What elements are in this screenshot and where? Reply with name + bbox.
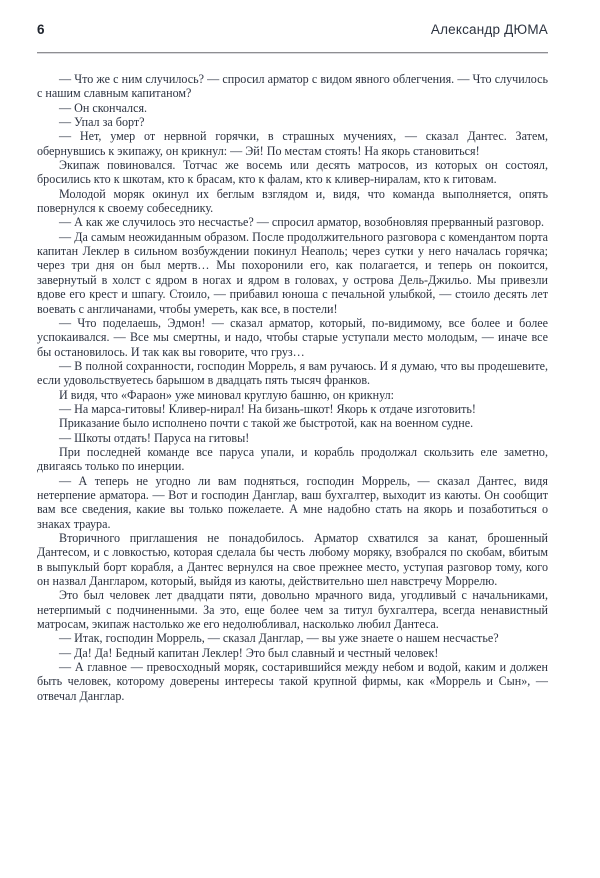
paragraph: — Что поделаешь, Эдмон! — сказал арматор, который, по-видимому, все более и более успокаивался. — Все мы смертны, и надо, чтобы старые уступали место молодым, — иначе все бы остановилось. И так как вы говорите, что груз… [37,315,548,359]
paragraph: — А как же случилось это несчастье? — спросил арматор, возобновляя прерванный разговор. [59,215,545,230]
page-number: 6 [37,22,45,37]
paragraph: Молодой моряк окинул их беглым взглядом и, видя, что команда выполняется, опять повернулся к своему собеседнику. [37,186,548,216]
paragraph: Вторичного приглашения не понадобилось. Арматор схватился за канат, брошенный Дантесом, и с ловкостью, которая сделала бы честь любому моряку, взобрался по скобам, вбитым в выпуклый борт корабля, а Дантес вернулся на свое прежнее место, уступая разговор тому, кого он назвал Дангларом, который, выйдя из каюты, действительно шел навстречу Моррелю. [37,531,548,589]
paragraph: — Да самым неожиданным образом. После продолжительного разговора с комендантом порта капитан Леклер в сильном возбуждении покинул Неаполь; через сутки у него началась горячка; через три дня он был мертв… Мы похоронили его, как полагается, и теперь он покоится, завернутый в холст с ядром в ногах и ядром в головах, у острова Дель-Джильо. Мы привезли вдове его крест и шпагу. Стоило, — прибавил юноша с печальной улыбкой, — стоило десять лет воевать с англичанами, чтобы умереть, как все, в постели! [37,229,548,316]
paragraph: Приказание было исполнено почти с такой же быстротой, как на военном судне. [59,416,474,431]
body-text [37,72,548,703]
paragraph: — Нет, умер от нервной горячки, в страшных мучениях, — сказал Дантес. Затем, обернувшись к экипажу, он крикнул: — Эй! По местам стоять! На якорь становиться! [37,129,548,158]
paragraph: — Итак, господин Моррель, — сказал Данглар, — вы уже знаете о нашем несчастье? [59,631,499,646]
paragraph: — Шкоты отдать! Паруса на гитовы! [59,430,250,445]
paragraph: — Упал за борт? [59,115,145,130]
running-head [37,22,548,42]
header-divider [37,52,548,54]
paragraph: — А главное — превосходный моряк, состарившийся между небом и водой, каким и должен быть человек, которому доверены интересы такой крупной фирмы, как «Моррель и Сын», — отвечал Данглар. [37,660,548,703]
paragraph: — Да! Да! Бедный капитан Леклер! Это был славный и честный человек! [59,645,439,660]
paragraph: — Что же с ним случилось? — спросил арматор с видом явного облегчения. — Что случилось с нашим славным капитаном? [37,72,548,101]
paragraph: Это был человек лет двадцати пяти, довольно мрачного вида, угодливый с начальниками, нетерпимый с подчиненными. За это, еще более чем за титул бухгалтера, всегда ненавистный матросам, экипаж настолько же его недолюбливал, насколько любил Дантеса. [37,588,548,632]
paragraph: Экипаж повиновался. Тотчас же восемь или десять матросов, из которых он состоял, бросились кто к шкотам, кто к брасам, кто к фалам, кто к кливер-ниралам, кто к гитовам. [37,158,548,187]
paragraph: И видя, что «Фараон» уже миновал круглую башню, он крикнул: [59,387,395,402]
paragraph: — Он скончался. [59,100,148,115]
paragraph: — А теперь не угодно ли вам подняться, господин Моррель, — сказал Дантес, видя нетерпение арматора. — Вот и господин Данглар, ваш бухгалтер, выходит из каюты. Он сообщит вам все сведения, какие вы только пожелаете. А мне надобно стать на якорь и позаботиться о знаках траура. [37,473,548,531]
paragraph: — В полной сохранности, господин Моррель, я вам ручаюсь. И я думаю, что вы продешевите, если удовольствуетесь барышом в двадцать пять тысяч франков. [37,358,548,388]
paragraph: — На марса-гитовы! Кливер-нирал! На бизань-шкот! Якорь к отдаче изготовить! [59,401,476,416]
author-name: Александр ДЮМА [430,22,548,37]
paragraph: При последней команде все паруса упали, и корабль продолжал скользить еле заметно, двигаясь только по инерции. [37,444,548,474]
